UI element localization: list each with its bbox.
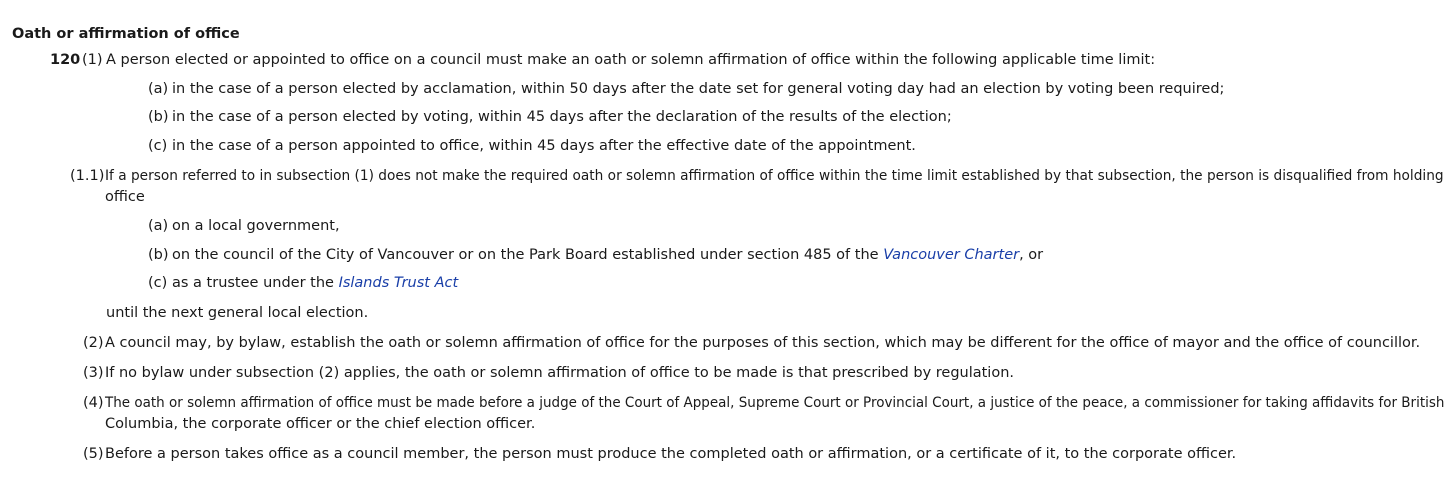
- islands-trust-act-link[interactable]: Islands Trust Act: [338, 275, 459, 291]
- section-number: 120: [50, 52, 81, 68]
- vancouver-charter-link[interactable]: Vancouver Charter: [883, 247, 1020, 263]
- paragraph-1-1b: [172, 245, 1043, 266]
- paragraph-1a-label: (a): [148, 81, 169, 97]
- subsection-4-text-line1: The oath or solemn affirmation of office must be made before a judge of the Court of Appeal, Supreme Court or Provincial Court, a justice of the peace, a commissioner for taking affidavits for British: [105, 395, 1445, 411]
- subsection-3-label: (3): [83, 365, 104, 381]
- subsection-4-text-line2: Columbia, the corporate officer or the chief election officer.: [105, 416, 536, 432]
- paragraph-1-1a-label: (a): [148, 218, 169, 234]
- paragraph-1b-label: (b): [148, 109, 169, 125]
- subsection-2-text: A council may, by bylaw, establish the oath or solemn affirmation of office for the purposes of this section, which may be different for the office of mayor and the office of councillor.: [105, 335, 1421, 351]
- subsection-1-1-label: (1.1): [70, 168, 105, 184]
- section-heading: Oath or affirmation of office: [12, 26, 240, 42]
- subsection-1-1-text-line1: If a person referred to in subsection (1) does not make the required oath or solemn affirmation of office within the time limit established by that subsection, the person is disqualified from holding: [105, 168, 1444, 184]
- subsection-5-text: Before a person takes office as a council member, the person must produce the completed oath or affirmation, or a certificate of it, to the corporate officer.: [105, 446, 1237, 462]
- subsection-5-label: (5): [83, 446, 104, 462]
- subsection-1-1-trailing-text: until the next general local election.: [106, 305, 369, 321]
- paragraph-1-1c-text: as a trustee under the: [172, 275, 339, 291]
- subsection-3-text: If no bylaw under subsection (2) applies, the oath or solemn affirmation of office to be made is that prescribed by regulation.: [105, 365, 1015, 381]
- paragraph-1-1b-text: on the council of the City of Vancouver or on the Park Board established under section 485 of the: [172, 247, 884, 263]
- subsection-1-1-text-line2: office: [105, 189, 145, 205]
- paragraph-1b-text: in the case of a person elected by voting, within 45 days after the declaration of the results of the election;: [172, 109, 952, 125]
- paragraph-1c-label: (c): [148, 138, 168, 154]
- subsection-4-label: (4): [83, 395, 104, 411]
- paragraph-1-1b-text-after: , or: [1019, 247, 1044, 263]
- paragraph-1c-text: in the case of a person appointed to office, within 45 days after the effective date of the appointment.: [172, 138, 916, 154]
- subsection-2-label: (2): [83, 335, 104, 351]
- subsection-1-text: A person elected or appointed to office on a council must make an oath or solemn affirmation of office within the following applicable time limit:: [106, 52, 1156, 68]
- paragraph-1-1b-label: (b): [148, 247, 169, 263]
- paragraph-1-1c-label: (c): [148, 275, 168, 291]
- subsection-1-label: (1): [82, 52, 103, 68]
- paragraph-1a-text: in the case of a person elected by acclamation, within 50 days after the date set for general voting day had an election by voting been required;: [172, 81, 1225, 97]
- paragraph-1-1c: [172, 273, 458, 294]
- paragraph-1-1a-text: on a local government,: [172, 218, 340, 234]
